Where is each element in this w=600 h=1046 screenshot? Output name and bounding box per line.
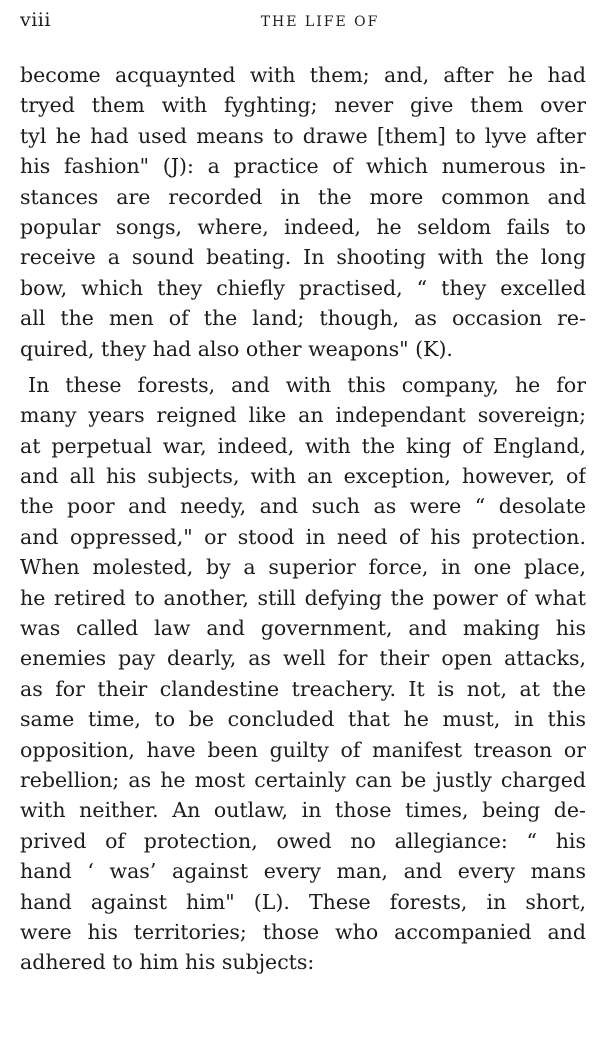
- text-line: hand against him" (L). These forests, in short,: [20, 889, 586, 914]
- paragraph-1: [20, 60, 586, 364]
- text-line: many years reigned like an independant sovereign;: [20, 403, 586, 428]
- page-number: viii: [20, 9, 51, 31]
- body-text: [20, 60, 586, 978]
- text-line: When molested, by a superior force, in one place,: [20, 555, 586, 580]
- text-line: In these forests, and with this company, he for: [28, 372, 586, 397]
- text-line: stances are recorded in the more common and: [20, 184, 586, 209]
- text-line: and all his subjects, with an exception, however, of: [20, 464, 586, 489]
- text-line: bow, which they chiefly practised, “ they excelled: [20, 275, 586, 300]
- paragraph-2: [20, 370, 586, 978]
- text-line: was called law and government, and making his: [20, 616, 586, 641]
- text-line: prived of protection, owed no allegiance: “ his: [20, 828, 586, 853]
- text-line: enemies pay dearly, as well for their open attacks,: [20, 646, 586, 671]
- running-title: THE LIFE OF: [260, 14, 380, 30]
- text-line: were his territories; those who accompanied and: [20, 919, 586, 944]
- text-line: tryed them with fyghting; never give them over: [20, 93, 586, 118]
- text-line: popular songs, where, indeed, he seldom fails to: [20, 214, 586, 239]
- text-line: same time, to be concluded that he must, in this: [20, 707, 586, 732]
- text-line: as for their clandestine treachery. It is not, at the: [20, 676, 586, 701]
- text-line: opposition, have been guilty of manifest treason or: [20, 737, 586, 762]
- text-line: become acquaynted with them; and, after he had: [20, 63, 586, 87]
- text-line: adhered to him his subjects:: [20, 950, 315, 975]
- page-header: [20, 6, 580, 34]
- text-line: quired, they had also other weapons" (K).: [20, 336, 453, 361]
- text-line: his fashion" (J): a practice of which numerous in-: [20, 154, 586, 179]
- text-line: he retired to another, still defying the power of what: [20, 585, 586, 610]
- text-line: and oppressed," or stood in need of his protection.: [20, 524, 586, 549]
- text-line: all the men of the land; though, as occasion re-: [20, 306, 586, 331]
- text-line: at perpetual war, indeed, with the king of England,: [20, 433, 586, 458]
- text-line: receive a sound beating. In shooting with the long: [20, 245, 586, 270]
- text-line: rebellion; as he most certainly can be justly charged: [20, 767, 586, 792]
- text-line: with neither. An outlaw, in those times, being de-: [20, 798, 586, 823]
- text-line: hand ‘ was’ against every man, and every mans: [20, 859, 586, 884]
- text-line: tyl he had used means to drawe [them] to lyve after: [20, 123, 586, 148]
- text-line: the poor and needy, and such as were “ desolate: [20, 494, 586, 519]
